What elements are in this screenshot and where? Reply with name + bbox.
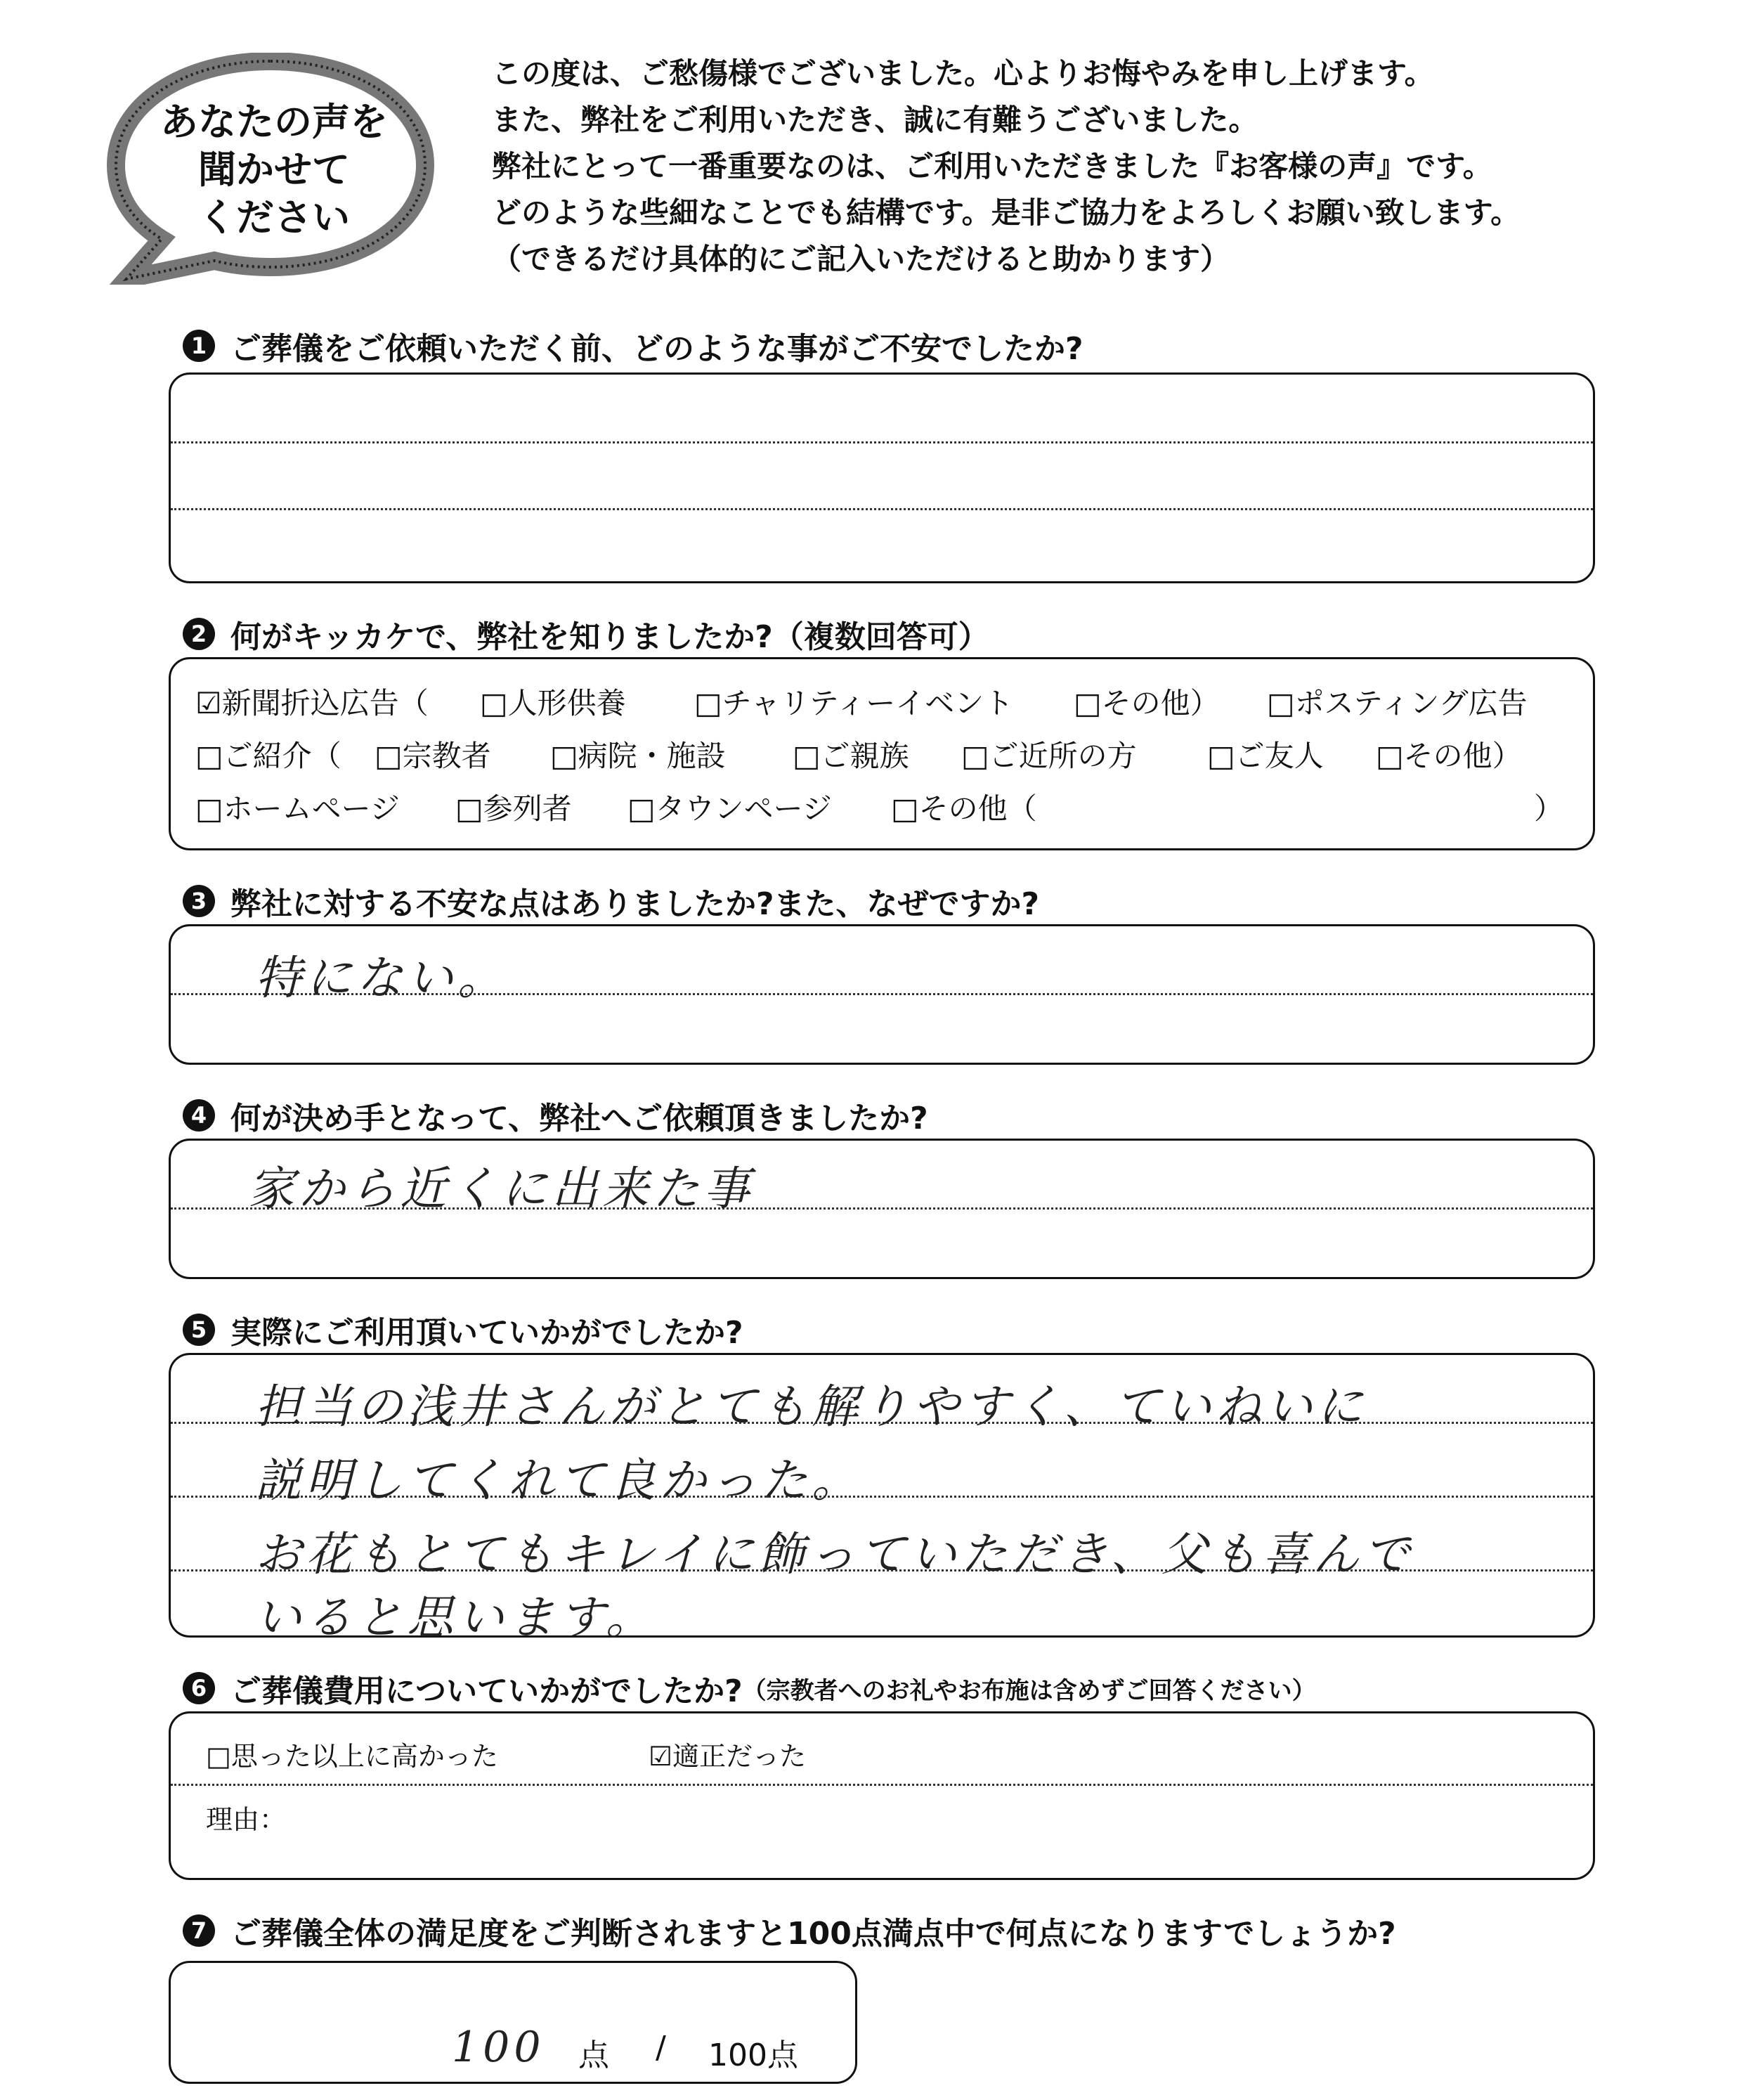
question-1: 1 ご葬儀をご依頼いただく前、どのような事がご不安でしたか?: [183, 323, 1084, 368]
number-5-icon: 5: [183, 1314, 215, 1346]
intro-text: この度は、ご愁傷様でございました。心よりお悔やみを申し上げます。 また、弊社をご利用いただき、誠に有難うございました。 弊社にとって一番重要なのは、ご利用いただきました『お客様の声』です。 どのような些細なことでも結構です。是非ご協力をよろしくお願い致します。 （できるだけ具体的にご記入いただけると助かります）: [492, 56, 1521, 276]
score-value: 100: [452, 2023, 545, 2072]
option-other-3[interactable]: □その他（: [891, 791, 1037, 826]
number-7-icon: 7: [183, 1914, 215, 1947]
question-5: 5 実際にご利用頂いていかがでしたか?: [183, 1307, 743, 1352]
answer-5-line-2: 説明してくれて良かった。: [255, 1453, 862, 1508]
number-4-icon: 4: [183, 1099, 215, 1132]
answer-5-line-4: いると思います。: [255, 1590, 656, 1645]
number-1-icon: 1: [183, 330, 215, 362]
score-max: 100点: [708, 2037, 798, 2073]
answer-3-text: 特にない。: [255, 951, 508, 1005]
reason-label: 理由：: [206, 1804, 287, 1835]
answer-box-1[interactable]: [169, 372, 1595, 583]
option-referral[interactable]: □ご紹介（: [195, 739, 341, 773]
option-appropriate[interactable]: ☑適正だった: [649, 1741, 807, 1772]
option-other-2[interactable]: □その他）: [1376, 739, 1522, 773]
option-clergy[interactable]: □宗教者: [375, 739, 491, 773]
option-relatives[interactable]: □ご親族: [793, 739, 909, 773]
score-box[interactable]: [169, 1961, 857, 2084]
option-homepage[interactable]: □ホームページ: [195, 791, 400, 826]
option-posting-ad[interactable]: □ポスティング広告: [1267, 686, 1528, 720]
option-neighbors[interactable]: □ご近所の方: [961, 739, 1137, 773]
option-hospital[interactable]: □病院・施設: [550, 739, 726, 773]
number-6-icon: 6: [183, 1672, 215, 1704]
question-7: 7 ご葬儀全体の満足度をご判断されますと100点満点中で何点になりますでしょうか?: [183, 1908, 1396, 1953]
question-2: 2 何がキッカケで、弊社を知りましたか?（複数回答可）: [183, 611, 989, 656]
answer-box-6: [169, 1711, 1595, 1880]
number-2-icon: 2: [183, 618, 215, 650]
question-6: 6 ご葬儀費用についていかがでしたか? （宗教者へのお礼やお布施は含めずご回答ください）: [183, 1666, 1316, 1711]
options-box-2: [169, 657, 1595, 850]
option-town-page[interactable]: □タウンページ: [627, 791, 832, 826]
bubble-title: あなたの声を 聞かせて ください: [160, 100, 388, 240]
option-doll-memorial[interactable]: □人形供養: [480, 686, 626, 720]
answer-box-3[interactable]: [169, 924, 1595, 1065]
answer-4-text: 家から近くに出来た事: [248, 1162, 754, 1216]
option-other-1[interactable]: □その他）: [1074, 686, 1220, 720]
option-other-3-close: ）: [1534, 791, 1564, 826]
option-friends[interactable]: □ご友人: [1207, 739, 1324, 773]
answer-box-5[interactable]: [169, 1353, 1595, 1645]
question-6-note: （宗教者へのお礼やお布施は含めずご回答ください）: [742, 1676, 1316, 1705]
option-too-expensive[interactable]: □思った以上に高かった: [206, 1741, 498, 1772]
answer-5-line-3: お花もとてもキレイに飾っていただき、父も喜んで: [255, 1527, 1414, 1581]
score-separator: /: [656, 2030, 666, 2066]
number-3-icon: 3: [183, 885, 215, 917]
answer-5-line-1: 担当の浅井さんがとても解りやすく、ていねいに: [255, 1380, 1367, 1434]
option-attendee[interactable]: □参列者: [455, 791, 572, 826]
option-newspaper[interactable]: ☑新聞折込広告（: [195, 686, 429, 720]
option-charity-event[interactable]: □チャリティーイベント: [694, 686, 1014, 720]
question-4: 4 何が決め手となって、弊社へご依頼頂きましたか?: [183, 1093, 928, 1138]
answer-box-4[interactable]: [169, 1139, 1595, 1279]
score-unit: 点: [578, 2037, 609, 2073]
question-3: 3 弊社に対する不安な点はありましたか?また、なぜですか?: [183, 879, 1039, 923]
